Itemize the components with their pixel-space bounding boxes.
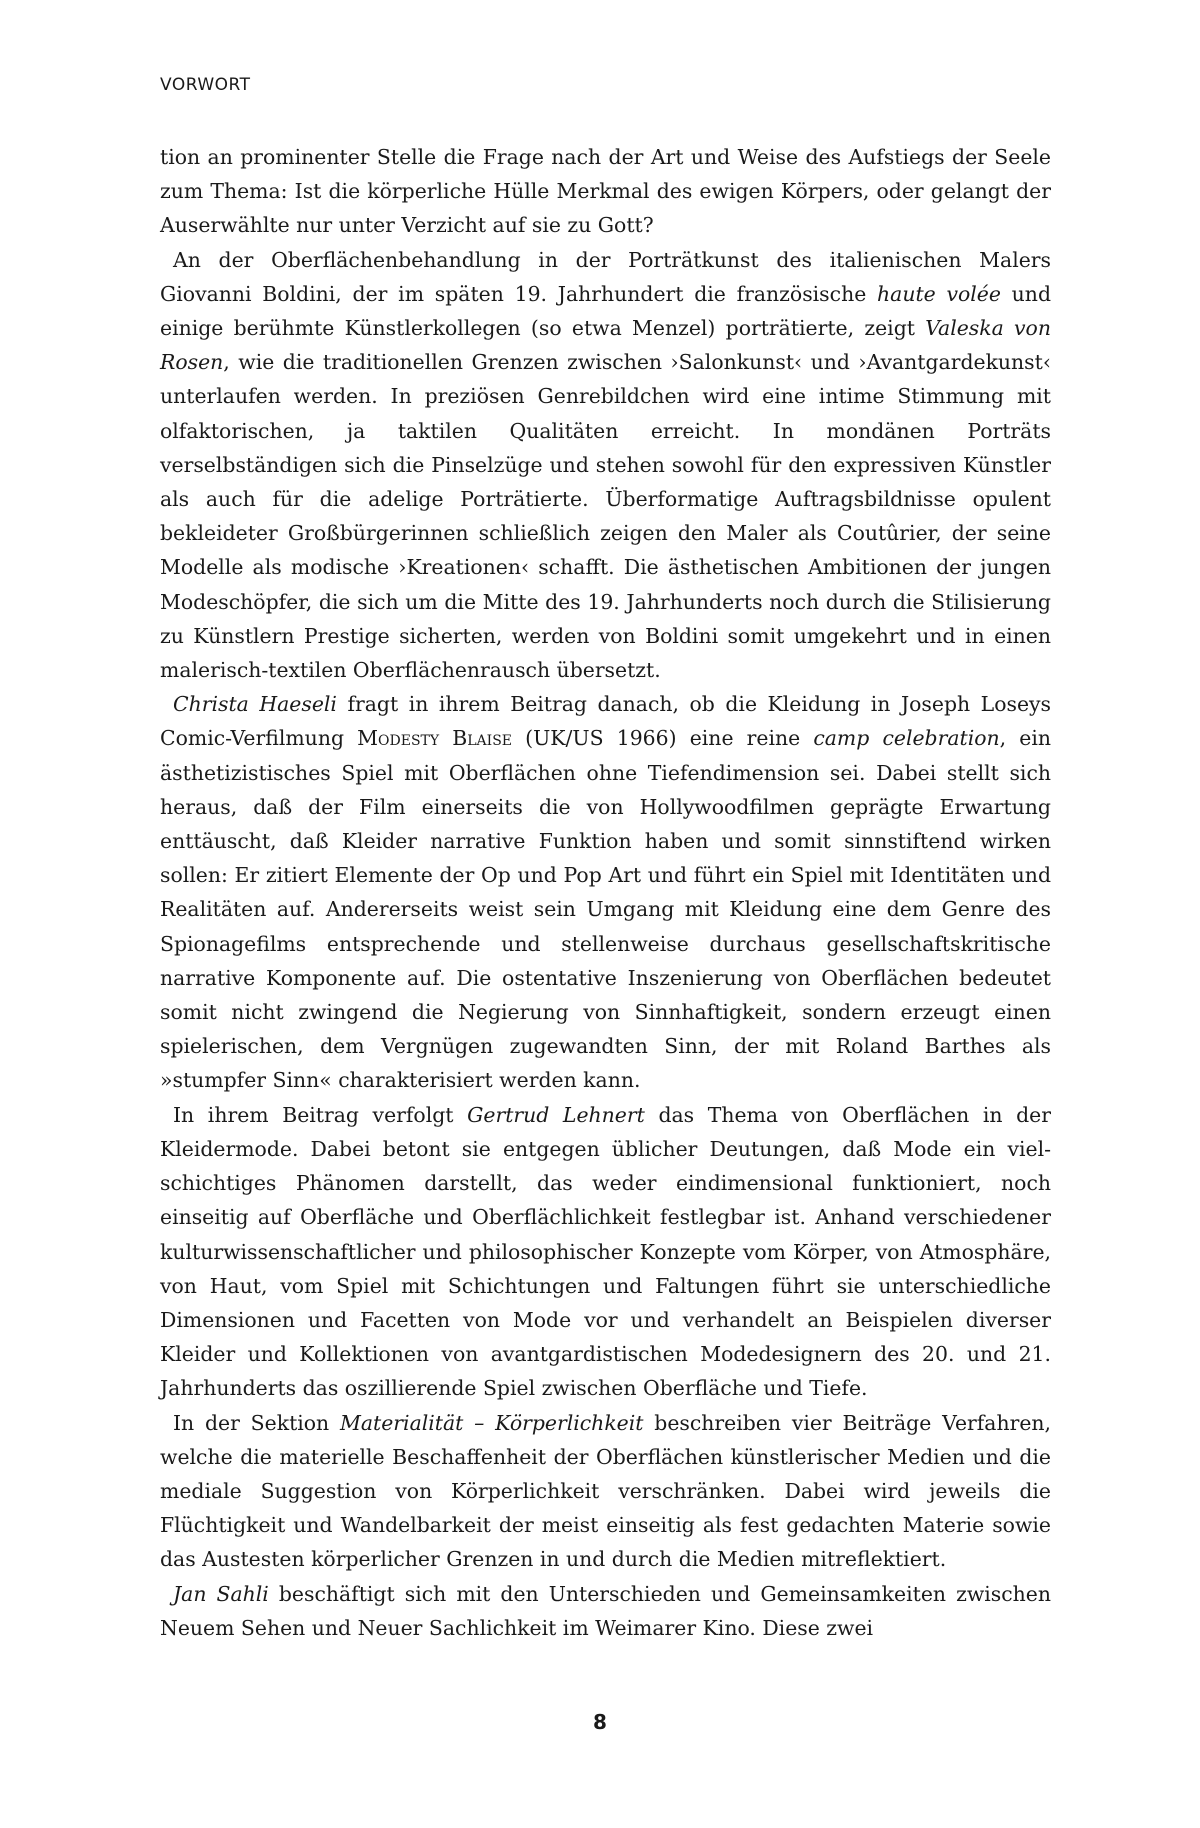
author-name-sahli: Jan Sahli [173, 1581, 269, 1606]
film-title-modesty-blaise: Modesty Blaise [357, 726, 513, 751]
paragraph-3-text-d: (UK/US 1966) eine reine [512, 726, 814, 751]
paragraph-3 [160, 687, 1051, 1097]
paragraph-3-text-b: fragt in ihrem Beitrag danach, ob die Kleidung in Joseph Loseys Comic-Verfilmung [160, 692, 1051, 751]
paragraph-4-text-a: In ihrem Beitrag verfolgt [173, 1102, 468, 1127]
author-name-lehnert: Gertrud Lehnert [467, 1102, 645, 1127]
paragraph-6 [160, 1577, 1051, 1645]
paragraph-2-text-c: und einige berühmte Künstlerkollegen (so etwa Menzel) porträtierte, zeigt [160, 281, 1051, 341]
author-name-haeseli: Christa Haeseli [173, 692, 337, 717]
author-name-von-rosen: Valeska von Rosen [160, 316, 1051, 375]
paragraph-2 [160, 243, 1051, 688]
page-number: 8 [593, 1710, 607, 1734]
paragraph-5-text-c: beschreiben vier Beiträge Verfahren, welche die materielle Beschaffenheit der Oberflächen künstlerischer Medien und die mediale Suggestion von Körperlichkeit verschränken. Dabei wird jeweils die Flüchtigkeit und Wandelbarkeit der meist einseitig als fest gedachten Materie sowie das Austesten körperlicher Grenzen in und durch die Medien mitreflektiert. [160, 1410, 1052, 1572]
paragraph-4 [160, 1098, 1051, 1406]
paragraph-2-text-a: An der Oberflächenbehandlung in der Porträtkunst des italienischen Malers Giovanni Boldini, der im späten 19. Jahrhundert die französische [160, 247, 1051, 306]
paragraph-6-text-b: beschäftigt sich mit den Unterschieden und Gemeinsamkeiten zwischen Neuem Sehen und Neuer Sachlichkeit im Weimarer Kino. Diese zwei [160, 1581, 1052, 1640]
paragraph-3-text-f: , ein ästhetizistisches Spiel mit Oberflächen ohne Tiefendimension sei. Dabei stellt sich heraus, daß der Film einerseits die von Hollywoodfilmen geprägte Erwartung enttäuscht, daß Kleider narrative Funktion haben und somit sinnstiftend wirken sollen: Er zitiert Elemente der Op und Pop Art und führt ein Spiel mit Identitäten und Realitäten auf. Andererseits weist sein Umgang mit Kleidung eine dem Genre des Spionagefilms entsprechende und stellenweise durchaus gesellschaftskritische narrative Komponente auf. Die ostentative Inszenierung von Oberflächen bedeutet somit nicht zwingend die Negierung von Sinnhaftigkeit, sondern erzeugt einen spielerischen, dem Vergnügen zugewandten Sinn, der mit Roland Barthes als »stumpfer Sinn« charakterisiert werden kann. [160, 726, 1051, 1093]
running-header: VORWORT [160, 75, 251, 95]
paragraph-5 [160, 1406, 1051, 1577]
paragraph-2-text-e: , wie die traditionellen Grenzen zwischen ›Salonkunst‹ und ›Avantgardekunst‹ unterlaufen werden. In preziösen Genrebildchen wird eine intime Stimmung mit olfaktorischen, ja taktilen Qualitäten erreicht. In mondänen Porträts verselbständigen sich die Pinselzüge und stehen sowohl für den expressiven Künstler als auch für die adelige Porträtierte. Überformatige Auftragsbildnisse opulent bekleideter Großbürgerinnen schließlich zeigen den Maler als Coutûrier, der seine Modelle als modische ›Kreationen‹ schafft. Die ästhetischen Ambitionen der jungen Modeschöpfer, die sich um die Mitte des 19. Jahrhunderts noch durch die Stilisierung zu Künstlern Prestige sicherten, werden von Boldini somit umgekehrt und in einen malerisch-textilen Oberflächenrausch übersetzt. [160, 350, 1051, 683]
paragraph-1 [160, 140, 1051, 243]
paragraph-1-text: tion an prominenter Stelle die Frage nach der Art und Weise des Aufstiegs der Seele zum Thema: Ist die körperliche Hülle Merkmal des ewigen Körpers, oder gelangt der Auserwählte nur unter Verzicht auf sie zu Gott? [160, 145, 1051, 238]
italic-term-haute-volee: haute volée [877, 281, 1001, 306]
body-text [160, 140, 1051, 1645]
paragraph-4-text-c: das Thema von Oberflächen in der Kleidermode. Dabei betont sie entgegen üblicher Deutungen, daß Mode ein vielschichtiges Phänomen darstellt, das weder eindimensional funktioniert, noch einseitig auf Oberfläche und Oberflächlichkeit festlegbar ist. Anhand verschiedener kulturwissenschaftlicher und philosophischer Konzepte vom Körper, von Atmosphäre, von Haut, vom Spiel mit Schichtungen und Faltungen führt sie unterschiedliche Dimensionen und Facetten von Mode vor und verhandelt an Beispielen diverser Kleider und Kollektionen von avantgardistischen Modedesignern des 20. und 21. Jahrhunderts das oszillierende Spiel zwischen Oberfläche und Tiefe. [160, 1102, 1052, 1401]
italic-term-camp-celebration: camp celebration [813, 726, 1000, 751]
paragraph-5-text-a: In der Sektion [173, 1410, 341, 1435]
section-title-materialitaet: Materialität – Körperlichkeit [340, 1410, 644, 1435]
